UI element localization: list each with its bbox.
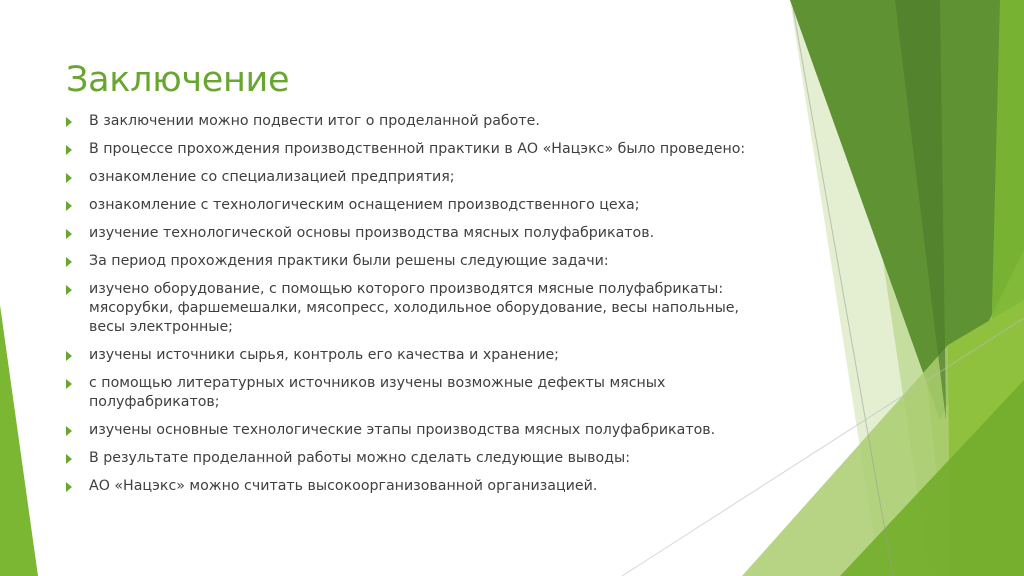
- bullet-item: [66, 280, 766, 337]
- bullet-text: ознакомление с технологическим оснащением производственного цеха;: [89, 197, 640, 213]
- bullet-item: [66, 168, 766, 187]
- triangle-bullet-icon: [66, 454, 72, 464]
- bullet-item: [66, 477, 766, 496]
- bullet-text: В процессе прохождения производственной практики в АО «Нацэкс» было проведено:: [89, 141, 746, 157]
- triangle-bullet-icon: [66, 285, 72, 295]
- triangle-bullet-icon: [66, 201, 72, 211]
- bullet-text: ознакомление со специализацией предприятия;: [89, 169, 455, 185]
- left-edge-shape: [0, 305, 38, 576]
- triangle-bullet-icon: [66, 257, 72, 267]
- bullet-item: [66, 140, 766, 159]
- bullet-text: изучено оборудование, с помощью которого производятся мясные полуфабрикаты: мясорубки, фаршемешалки, мясопресс, холодильное оборудование, весы напольные, весы электронные;: [89, 281, 740, 335]
- bullet-item: [66, 346, 766, 365]
- bullet-item: [66, 449, 766, 468]
- bullet-text: За период прохождения практики были решены следующие задачи:: [89, 253, 609, 269]
- triangle-bullet-icon: [66, 117, 72, 127]
- triangle-bullet-icon: [66, 145, 72, 155]
- triangle-bullet-icon: [66, 229, 72, 239]
- bullet-item: [66, 421, 766, 440]
- bullet-item: [66, 112, 766, 131]
- bullet-item: [66, 224, 766, 243]
- bullet-text: АО «Нацэкс» можно считать высокоорганизованной организацией.: [89, 478, 598, 494]
- bullet-text: В результате проделанной работы можно сделать следующие выводы:: [89, 450, 630, 466]
- slide-title: Заключение: [66, 60, 290, 100]
- bullet-text: изучены основные технологические этапы производства мясных полуфабрикатов.: [89, 422, 716, 438]
- bullet-list: [66, 112, 766, 505]
- bullet-item: [66, 252, 766, 271]
- triangle-bullet-icon: [66, 426, 72, 436]
- triangle-bullet-icon: [66, 351, 72, 361]
- bullet-item: [66, 374, 766, 412]
- triangle-bullet-icon: [66, 482, 72, 492]
- bullet-item: [66, 196, 766, 215]
- bullet-text: изучены источники сырья, контроль его качества и хранение;: [89, 347, 559, 363]
- bullet-text: с помощью литературных источников изучены возможные дефекты мясных полуфабрикатов;: [89, 375, 666, 410]
- bullet-text: В заключении можно подвести итог о проделанной работе.: [89, 113, 540, 129]
- bullet-text: изучение технологической основы производства мясных полуфабрикатов.: [89, 225, 655, 241]
- triangle-bullet-icon: [66, 379, 72, 389]
- triangle-bullet-icon: [66, 173, 72, 183]
